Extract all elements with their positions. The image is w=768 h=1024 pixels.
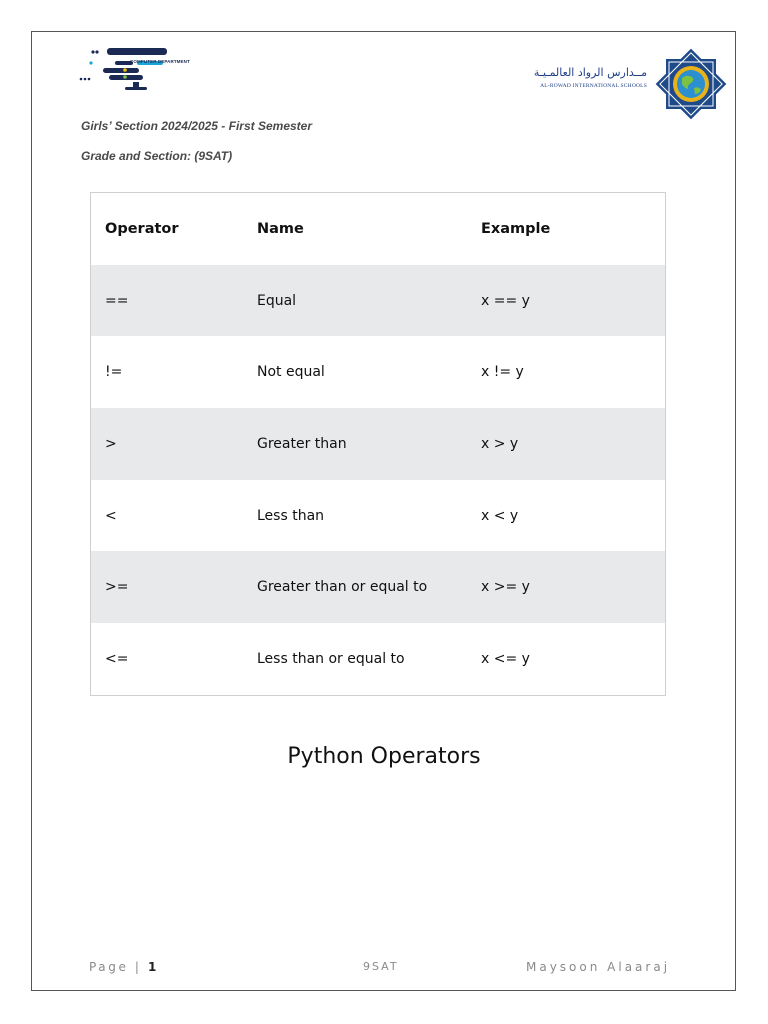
department-logo-text: COMPUTER DEPARTMENT	[130, 59, 190, 64]
operator-cell: <	[105, 507, 117, 524]
example-cell: x > y	[481, 435, 519, 452]
page-label: Page	[89, 960, 129, 974]
name-cell: Equal	[257, 292, 297, 309]
name-cell: Greater than	[257, 435, 347, 452]
table-row	[91, 265, 665, 337]
name-cell: Less than	[257, 507, 325, 524]
table-row	[91, 623, 665, 695]
name-cell: Not equal	[257, 364, 325, 381]
school-name-english: AL-ROWAD INTERNATIONAL SCHOOLS	[540, 83, 647, 89]
header-operator: Operator	[105, 220, 179, 237]
example-cell: x != y	[481, 364, 524, 381]
school-name-arabic: مــدارس الرواد العالمـيـة	[533, 66, 647, 79]
example-cell: x < y	[481, 507, 519, 524]
header-name: Name	[257, 220, 304, 237]
operators-table	[90, 192, 666, 696]
section-semester-line: Girls’ Section 2024/2025 - First Semester	[81, 119, 313, 133]
example-cell: x >= y	[481, 579, 530, 596]
table-row	[91, 480, 665, 552]
example-cell: x <= y	[481, 650, 530, 667]
name-cell: Less than or equal to	[257, 650, 405, 667]
table-row	[91, 408, 665, 480]
table-row	[91, 336, 665, 408]
footer-page-number	[89, 960, 159, 974]
school-seal-logo	[652, 44, 730, 124]
grade-section-line: Grade and Section: (9SAT)	[81, 149, 233, 163]
operator-cell: <=	[105, 650, 129, 667]
operator-cell: ==	[105, 292, 129, 309]
computer-department-logo	[79, 42, 219, 94]
footer-class-code: 9SAT	[363, 960, 399, 973]
footer-author: Maysoon Alaaraj	[526, 960, 671, 974]
example-cell: x == y	[481, 292, 530, 309]
page-separator: |	[134, 960, 142, 974]
table-row	[91, 551, 665, 623]
header-example: Example	[481, 220, 551, 237]
operator-cell: !=	[105, 364, 123, 381]
operator-cell: >=	[105, 579, 129, 596]
page-number: 1	[147, 960, 159, 974]
operator-cell: >	[105, 435, 117, 452]
table-header-row	[91, 193, 665, 265]
name-cell: Greater than or equal to	[257, 579, 428, 596]
table-caption: Python Operators	[287, 744, 481, 769]
